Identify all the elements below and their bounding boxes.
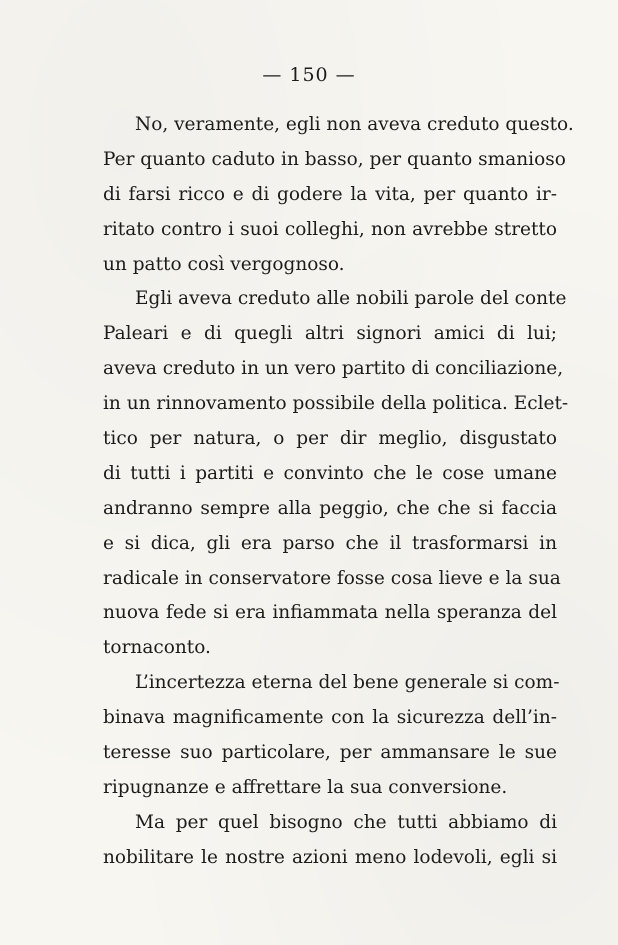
paragraph [103, 108, 574, 282]
text-line: Per quanto caduto in basso, per quanto smanioso [103, 148, 566, 170]
paragraph [103, 282, 569, 666]
text-line: Paleari e di quegli altri signori amici di lui; [103, 323, 557, 345]
page-number: — 150 — [262, 64, 356, 86]
text-line: L’incertezza eterna del bene generale si com- [135, 672, 560, 694]
text-line: ripugnanze e affrettare la sua conversione. [103, 776, 508, 798]
text-line: No, veramente, egli non aveva creduto questo. [135, 114, 574, 135]
text-line: tornaconto. [103, 637, 211, 659]
text-line: nuova fede si era infiammata nella speranza del [103, 602, 557, 624]
text-line: di farsi ricco e di godere la vita, per quanto ir- [103, 183, 557, 205]
text-line: Egli aveva creduto alle nobili parole del conte [135, 288, 567, 310]
text-line: binava magnificamente con la sicurezza dell’in- [103, 707, 557, 729]
text-line: tico per natura, o per dir meglio, disgustato [103, 428, 557, 450]
text-line: nobilitare le nostre azioni meno lodevoli, egli si [103, 846, 557, 868]
text-line: Ma per quel bisogno che tutti abbiamo di [135, 811, 557, 833]
paragraph [103, 666, 560, 806]
text-line: teresse suo particolare, per ammansare le sue [103, 742, 557, 764]
paragraph [103, 806, 557, 876]
text-line: in un rinnovamento possibile della politica. Eclet- [103, 393, 569, 415]
text-line: andranno sempre alla peggio, che che si faccia [103, 497, 557, 519]
text-line: di tutti i partiti e convinto che le cose umane [103, 462, 557, 484]
text-line: un patto così vergognoso. [103, 253, 345, 275]
body-text [103, 108, 574, 876]
text-line: aveva creduto in un vero partito di conciliazione, [103, 358, 564, 380]
text-line: e si dica, gli era parso che il trasformarsi in [103, 532, 557, 554]
text-line: radicale in conservatore fosse cosa lieve e la sua [103, 567, 561, 589]
text-line: ritato contro i suoi colleghi, non avrebbe stretto [103, 218, 557, 240]
